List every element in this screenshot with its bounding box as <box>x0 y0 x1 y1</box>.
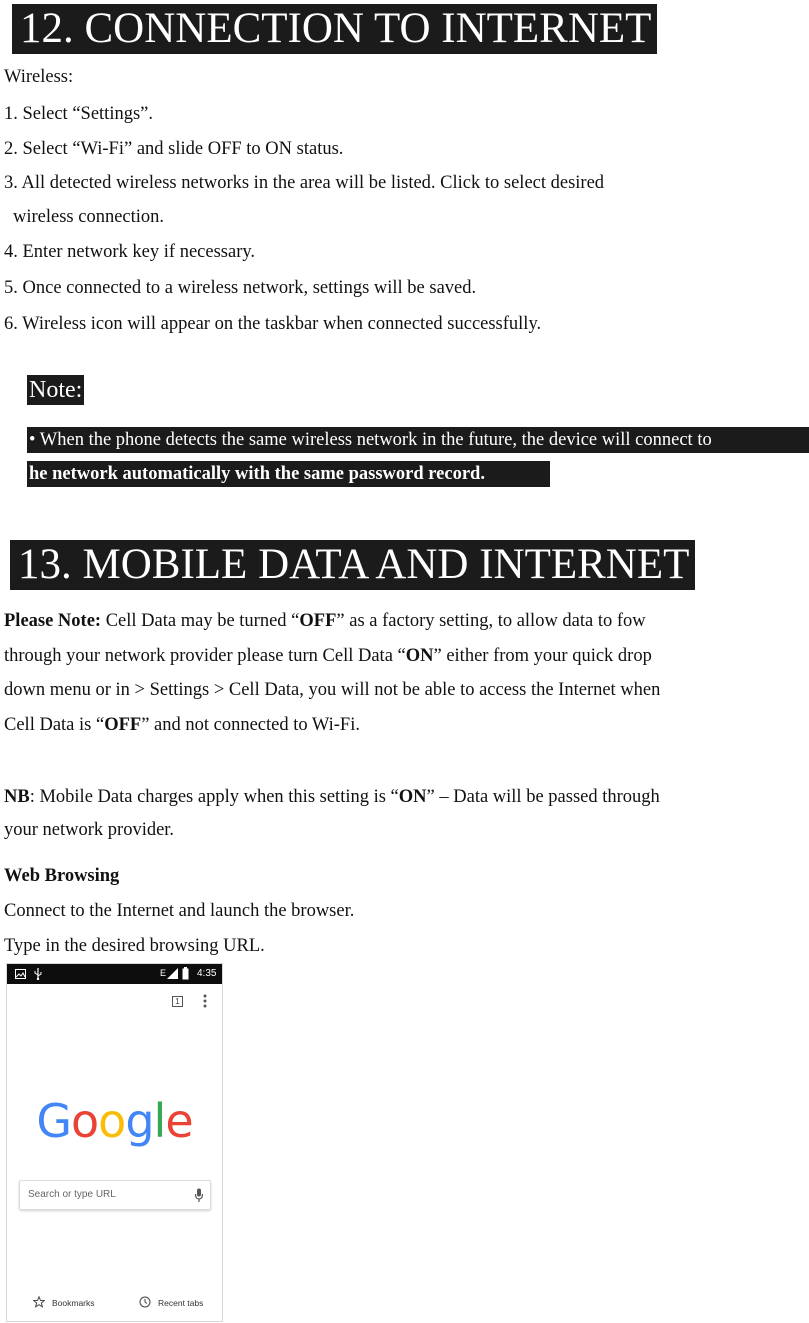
overflow-menu-icon[interactable] <box>203 994 207 1008</box>
web-line-1: Connect to the Internet and launch the browser. <box>4 901 355 921</box>
p1-line1-b: ” as a factory setting, to allow data to fow <box>336 611 646 631</box>
step-1: 1. Select “Settings”. <box>4 104 153 124</box>
wireless-subtitle: Wireless: <box>4 67 74 87</box>
nb-on-keyword: ON <box>398 787 427 807</box>
off-keyword-2: OFF <box>104 715 142 735</box>
google-logo <box>7 1094 222 1148</box>
usb-icon <box>33 967 43 980</box>
search-placeholder: Search or type URL <box>28 1189 116 1200</box>
off-keyword: OFF <box>299 611 337 631</box>
nb-line-2: your network provider. <box>4 820 175 840</box>
note-line-2: he network automatically with the same password record. <box>27 461 550 487</box>
please-note-line-2 <box>4 645 652 667</box>
google-letter: o <box>71 1094 99 1148</box>
step-5: 5. Once connected to a wireless network, settings will be saved. <box>4 278 477 298</box>
step-2: 2. Select “Wi-Fi” and slide OFF to ON status. <box>4 139 344 159</box>
microphone-icon[interactable] <box>194 1188 204 1203</box>
please-note-line-4 <box>4 714 360 736</box>
step-4: 4. Enter network key if necessary. <box>4 242 256 262</box>
section-13-title: 13. MOBILE DATA AND INTERNET <box>10 540 695 590</box>
battery-icon <box>182 967 189 980</box>
google-letter: g <box>125 1094 154 1148</box>
p1-line2-a: through your network provider please turn Cell Data “ <box>4 646 406 666</box>
p1-line4-a: Cell Data is “ <box>4 715 105 735</box>
nb-line-1 <box>4 786 660 808</box>
web-browsing-heading: Web Browsing <box>4 866 120 886</box>
phone-screenshot <box>6 963 223 1322</box>
google-letter: e <box>165 1094 193 1148</box>
nb-line1-a: : Mobile Data charges apply when this setting is “ <box>29 787 399 807</box>
clock-icon <box>139 1296 151 1308</box>
please-note-line-3: down menu or in > Settings > Cell Data, you will not be able to access the Internet when <box>4 680 661 700</box>
p1-line2-b: ” either from your quick drop <box>433 646 652 666</box>
network-type-icon: E <box>160 968 167 978</box>
note-label: Note: <box>29 377 83 403</box>
status-bar <box>7 964 222 984</box>
star-icon <box>33 1296 45 1308</box>
google-letter: o <box>98 1094 126 1148</box>
clock: 4:35 <box>197 968 217 979</box>
tab-switcher-button[interactable]: 1 <box>172 996 183 1007</box>
signal-icon <box>167 968 178 979</box>
section-12-title: 12. CONNECTION TO INTERNET <box>12 4 657 54</box>
please-note-line-1 <box>4 610 646 632</box>
p1-line4-b: ” and not connected to Wi-Fi. <box>141 715 360 735</box>
please-note-label: Please Note: <box>4 611 102 631</box>
note-line-1: • When the phone detects the same wireless network in the future, the device will connect to <box>27 427 809 453</box>
p1-line1-a: Cell Data may be turned “ <box>101 611 300 631</box>
nb-label: NB <box>4 787 30 807</box>
step-3: 3. All detected wireless networks in the area will be listed. Click to select desired <box>4 173 605 193</box>
bookmarks-button[interactable]: Bookmarks <box>52 1298 95 1308</box>
nb-line1-b: ” – Data will be passed through <box>426 787 660 807</box>
google-letter: l <box>153 1094 166 1148</box>
web-line-2: Type in the desired browsing URL. <box>4 936 265 956</box>
google-letter: G <box>36 1094 72 1148</box>
step-6: 6. Wireless icon will appear on the taskbar when connected successfully. <box>4 314 542 334</box>
bottom-bar <box>7 1285 222 1321</box>
on-keyword: ON <box>405 646 434 666</box>
image-icon <box>15 969 26 979</box>
recent-tabs-button[interactable]: Recent tabs <box>158 1298 204 1308</box>
search-input[interactable] <box>19 1180 211 1210</box>
step-3-cont: wireless connection. <box>13 207 165 227</box>
